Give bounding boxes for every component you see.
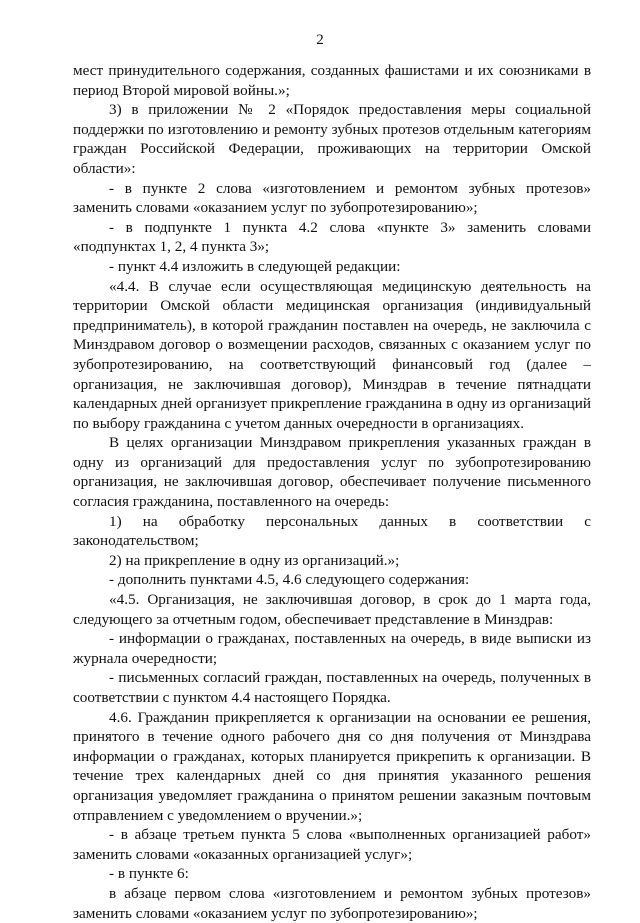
paragraph: - в пункте 2 слова «изготовлением и ремонтом зубных протезов» заменить словами «оказанием услуг по зубопротезированию»;: [73, 179, 591, 217]
paragraph: «4.5. Организация, не заключившая договор, в срок до 1 марта года, следующего за отчетным годом, обеспечивает представление в Минздрав:: [73, 591, 591, 628]
paragraph: - письменных согласий граждан, поставленных на очередь, полученных в соответствии с пунктом 4.4 настоящего Порядка.: [73, 669, 591, 706]
paragraph: 1) на обработку персональных данных в соответствии с законодательством;: [73, 512, 591, 550]
page-number: 2: [316, 32, 324, 48]
paragraph: 3) в приложении № 2 «Порядок предоставления меры социальной поддержки по изготовлению и ремонту зубных протезов отдельным категориям граждан Российской Федерации, проживающих на территории Омской области»:: [73, 101, 591, 177]
paragraph: - пункт 4.4 изложить в следующей редакции:: [109, 257, 401, 275]
paragraph: - в подпункте 1 пункта 4.2 слова «пункте 3» заменить словами «подпунктах 1, 2, 4 пункта 3»;: [73, 218, 591, 256]
paragraph: «4.4. В случае если осуществляющая медицинскую деятельность на территории Омской области медицинская организация (индивидуальный предприниматель), в которой гражданин поставлен на очередь, не заключила с Минздравом договор о возмещении расходов, связанных с оказанием услуг по зубопротезированию, на соответствующий финансовый год (далее – организация, не заключившая договор), Минздрав в течение пятнадцати календарных дней организует прикрепление гражданина в одну из организаций по выбору гражданина с учетом данных очередности в организациях.: [73, 277, 591, 432]
paragraph: мест принудительного содержания, созданных фашистами и их союзниками в период Второй мировой войны.»;: [73, 62, 591, 99]
paragraph: В целях организации Минздравом прикрепления указанных граждан в одну из организаций для предоставления услуг по зубопротезированию организация, не заключившая договор, обеспечивает получение письменного согласия гражданина, поставленного на очередь:: [73, 434, 591, 511]
paragraph: в абзаце первом слова «изготовлением и ремонтом зубных протезов» заменить словами «оказанием услуг по зубопротезированию»;: [73, 884, 591, 922]
paragraph: - в пункте 6:: [109, 865, 189, 883]
paragraph: - в абзаце третьем пункта 5 слова «выполненных организацией работ» заменить словами «оказанных организацией услуг»;: [73, 826, 591, 863]
paragraph: - дополнить пунктами 4.5, 4.6 следующего содержания:: [109, 571, 470, 589]
paragraph: 2) на прикрепление в одну из организаций.»;: [109, 551, 400, 569]
paragraph: 4.6. Гражданин прикрепляется к организации на основании ее решения, принятого в течение одного рабочего дня со дня получения от Минздрава информации о гражданах, которых планируется прикрепить к организации. В течение трех календарных дней со дня принятия указанного решения организация уведомляет гражданина о принятом решении заказным почтовым отправлением с уведомлением о вручении.»;: [73, 708, 591, 824]
document-body: [73, 61, 591, 923]
paragraph: - информации о гражданах, поставленных на очередь, в виде выписки из журнала очередности;: [73, 630, 591, 667]
